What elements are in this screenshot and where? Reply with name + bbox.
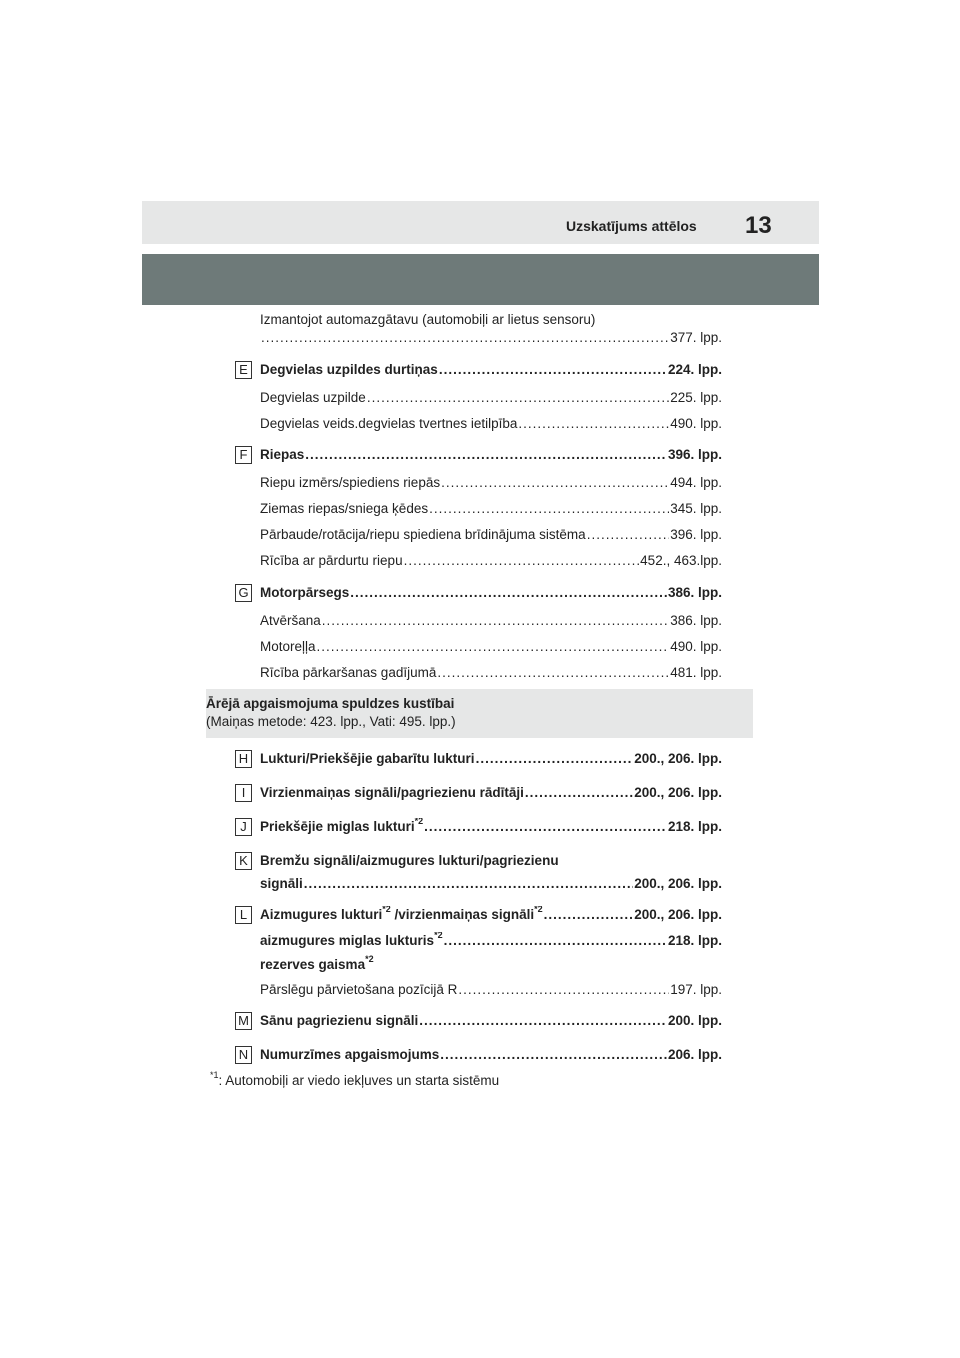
badge-f: F: [235, 446, 252, 464]
entry-title-text: Priekšējie miglas lukturi: [260, 819, 415, 834]
page-ref: 225. lpp.: [670, 390, 722, 405]
entry-front-fog: [260, 818, 722, 836]
page-ref: 377. lpp.: [670, 330, 722, 345]
leader-dots: [305, 446, 667, 464]
leader-dots: [437, 664, 669, 682]
entry-title: Degvielas uzpildes durtiņas: [260, 362, 438, 377]
subentry: [260, 612, 722, 630]
entry-side-signals: [260, 1012, 722, 1030]
footnote: [210, 1070, 500, 1088]
badge-h: H: [235, 750, 252, 768]
page-ref: 386. lpp.: [670, 613, 722, 628]
page-ref: 206. lpp.: [667, 1047, 722, 1062]
badge-e: E: [235, 361, 252, 379]
badge-i: I: [235, 784, 252, 802]
leader-dots: [419, 1012, 667, 1030]
page-ref: 345. lpp.: [670, 501, 722, 516]
subentry-label: Pārbaude/rotācija/riepu spiediena brīdinājuma sistēma: [260, 527, 586, 542]
entry-title: signāli: [260, 876, 303, 891]
page-ref: 490. lpp.: [670, 639, 722, 654]
leader-dots: [444, 932, 667, 950]
subentry: [260, 389, 722, 407]
page-ref: 452., 463.lpp.: [640, 553, 722, 568]
leader-dots: [367, 389, 669, 407]
entry-brake-title-line1: Bremžu signāli/aizmugures lukturi/pagriezienu: [260, 853, 559, 868]
page-ref: 200. lpp.: [667, 1013, 722, 1028]
page-ref: 197. lpp.: [670, 982, 722, 997]
entry-rear-lights: [260, 906, 722, 924]
leader-dots: [544, 906, 634, 924]
leader-dots: [404, 552, 640, 570]
footnote-ref: *2: [434, 932, 443, 940]
leader-dots: [441, 474, 669, 492]
subentry-label: Rīcība pārkaršanas gadījumā: [260, 665, 437, 680]
leader-dots: [429, 500, 669, 518]
page-ref: 200., 206. lpp.: [634, 876, 722, 891]
badge-j: J: [235, 818, 252, 836]
page-ref: 494. lpp.: [670, 475, 722, 490]
leader-dots: [317, 638, 670, 656]
entry-tyres: [260, 446, 722, 464]
entry-title: Sānu pagriezienu signāli: [260, 1013, 419, 1028]
entry-title: Lukturi/Priekšējie gabarītu lukturi: [260, 751, 475, 766]
badge-m: M: [235, 1012, 252, 1030]
leader-dots: [440, 1046, 667, 1064]
subentry: [260, 552, 722, 570]
leader-dots: [587, 526, 670, 544]
footnote-ref: *2: [382, 906, 391, 914]
top-entry-line: [260, 329, 722, 347]
top-entry-label: Izmantojot automazgātavu (automobiļi ar lietus sensoru): [260, 312, 596, 327]
footnote-ref: *2: [534, 906, 543, 914]
page-ref: 218. lpp.: [667, 819, 722, 834]
leader-dots: [424, 818, 667, 836]
footnote-ref: *2: [365, 954, 374, 964]
page-ref: 200., 206. lpp.: [634, 751, 722, 766]
subentry-label: Rīcība ar pārdurtu riepu: [260, 553, 403, 568]
badge-l: L: [235, 906, 252, 924]
subentry: [260, 981, 722, 999]
section-title: Uzskatījums attēlos: [566, 218, 697, 234]
leader-dots: [261, 329, 669, 347]
footnote-mark: *1: [210, 1070, 219, 1080]
entry-fuel-door: [260, 361, 722, 379]
page-ref: 224. lpp.: [667, 362, 722, 377]
entry-rear-fog: [260, 932, 722, 950]
footnote-text: : Automobiļi ar viedo iekļuves un starta sistēmu: [218, 1073, 500, 1088]
leader-dots: [476, 750, 634, 768]
subentry-label: Degvielas veids.degvielas tvertnes ietilpība: [260, 416, 518, 431]
subentry-label: Atvēršana: [260, 613, 321, 628]
entry-title-text: rezerves gaisma: [260, 957, 366, 972]
header-dark-band: [142, 254, 819, 305]
entry-title: Numurzīmes apgaismojums: [260, 1047, 440, 1062]
leader-dots: [518, 415, 669, 433]
entry-title-text: Aizmugures lukturi: [260, 907, 383, 922]
subentry: [260, 415, 722, 433]
page-ref: 490. lpp.: [670, 416, 722, 431]
entry-title: [260, 932, 443, 950]
subentry: [260, 638, 722, 656]
page-ref: 396. lpp.: [670, 527, 722, 542]
entry-hood: [260, 584, 722, 602]
entry-title: Riepas: [260, 447, 305, 462]
entry-title: [260, 818, 423, 836]
leader-dots: [439, 361, 667, 379]
subentry: [260, 500, 722, 518]
lights-box-title: Ārējā apgaismojuma spuldzes kustībai: [206, 696, 455, 711]
subentry-label: Pārslēgu pārvietošana pozīcijā R: [260, 982, 458, 997]
footnote-ref: *2: [414, 818, 424, 826]
page-ref: 200., 206. lpp.: [634, 785, 722, 800]
subentry: [260, 526, 722, 544]
page-ref: 386. lpp.: [667, 585, 722, 600]
page-ref: 200., 206. lpp.: [634, 907, 722, 922]
subentry: [260, 664, 722, 682]
page-number: 13: [745, 212, 772, 239]
subentry-label: Riepu izmērs/spiediens riepās: [260, 475, 441, 490]
entry-reverse-light: [260, 956, 374, 974]
lights-box-subtitle: (Maiņas metode: 423. lpp., Vati: 495. lpp.): [206, 714, 456, 729]
entry-title: Virzienmaiņas signāli/pagriezienu rādītāji: [260, 785, 524, 800]
page-ref: 396. lpp.: [667, 447, 722, 462]
header-band: [142, 201, 819, 244]
entry-turn-signals: [260, 784, 722, 802]
subentry-label: Degvielas uzpilde: [260, 390, 366, 405]
leader-dots: [525, 784, 633, 802]
entry-title: [260, 906, 543, 924]
subentry-label: Ziemas riepas/sniega ķēdes: [260, 501, 429, 516]
subentry: [260, 474, 722, 492]
badge-g: G: [235, 584, 252, 602]
page-ref: 481. lpp.: [670, 665, 722, 680]
leader-dots: [304, 875, 633, 893]
page-ref: 218. lpp.: [667, 933, 722, 948]
leader-dots: [322, 612, 669, 630]
badge-k: K: [235, 852, 252, 870]
entry-plate-light: [260, 1046, 722, 1064]
leader-dots: [350, 584, 667, 602]
entry-title-text: aizmugures miglas lukturis: [260, 933, 435, 948]
leader-dots: [458, 981, 669, 999]
entry-title-text: /virzienmaiņas signāli: [390, 907, 535, 922]
subentry-label: Motoreļļa: [260, 639, 316, 654]
badge-n: N: [235, 1046, 252, 1064]
entry-headlights: [260, 750, 722, 768]
entry-brake-signals: [260, 875, 722, 893]
entry-title: Motorpārsegs: [260, 585, 350, 600]
